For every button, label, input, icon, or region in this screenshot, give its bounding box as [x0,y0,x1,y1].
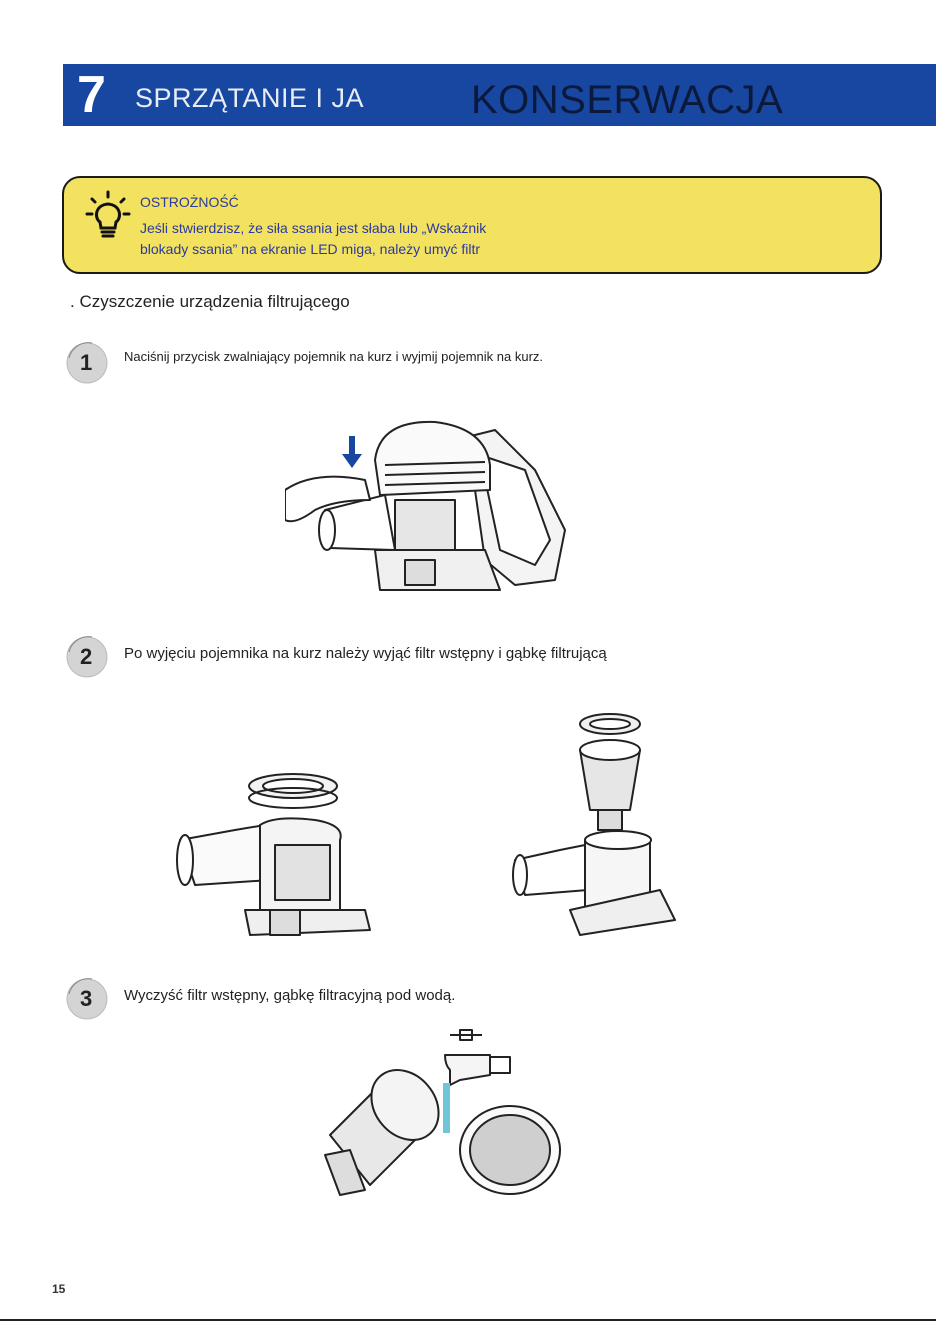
caution-text-line1: Jeśli stwierdzisz, że siła ssania jest słaba lub „Wskaźnik [140,220,487,236]
step-text: Po wyjęciu pojemnika na kurz należy wyjąć filtr wstępny i gąbkę filtrującą [124,645,607,662]
chapter-title-part1: SPRZĄTANIE I JA [135,83,365,113]
caution-box [62,176,882,274]
chapter-number: 7 [77,66,106,124]
figure-exploded-filter [510,710,680,945]
figure-remove-dust-container [285,410,575,610]
figure-wash-filter [310,1025,570,1210]
page-number: 15 [52,1282,66,1296]
chapter-header [63,64,936,126]
chapter-title-part2: KONSERWACJA [471,78,784,122]
step-text: Naciśnij przycisk zwalniający pojemnik na kurz i wyjmij pojemnik na kurz. [124,349,544,364]
step-number: 2 [80,644,93,669]
caution-title: OSTROŻNOŚĆ [140,194,239,210]
caution-text [140,218,640,260]
section-title: . Czyszczenie urządzenia filtrującego [70,292,350,311]
lightbulb-icon [84,190,132,242]
bottom-rule [0,1319,936,1321]
step-number: 3 [80,986,93,1011]
figure-container-prefilter [175,770,375,945]
step-text: Wyczyść filtr wstępny, gąbkę filtracyjną pod wodą. [124,987,456,1004]
water-stream [443,1083,450,1133]
caution-text-line2: blokady ssania” na ekranie LED miga, należy umyć filtr [140,241,481,257]
step-number: 1 [80,350,93,375]
